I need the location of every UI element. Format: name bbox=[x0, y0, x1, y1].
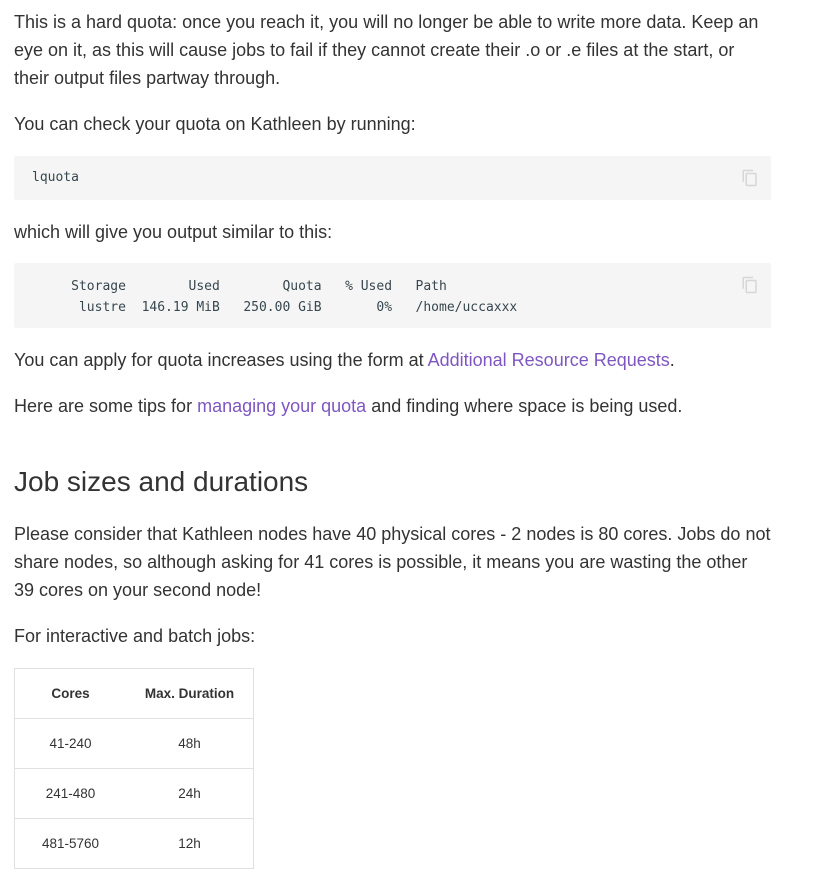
job-duration-table bbox=[14, 668, 254, 869]
table-header-cores: Cores bbox=[15, 669, 127, 719]
table-cell-cores: 41-240 bbox=[15, 719, 127, 769]
heading-job-sizes: Job sizes and durations bbox=[14, 466, 309, 497]
additional-resource-requests-link[interactable]: Additional Resource Requests bbox=[427, 350, 670, 370]
paragraph-apply-suffix: . bbox=[669, 350, 675, 370]
table-row bbox=[15, 769, 254, 819]
code-text-quota-output: Storage Used Quota % Used Path lustre 146.19 MiB 250.00 GiB 0% /home/uccaxxx bbox=[71, 279, 518, 315]
paragraph-interactive: For interactive and batch jobs: bbox=[14, 626, 256, 646]
table-row bbox=[15, 819, 254, 869]
paragraph-output: which will give you output similar to this: bbox=[14, 222, 333, 242]
code-block-lquota bbox=[14, 156, 771, 200]
table-header-row bbox=[15, 669, 254, 719]
paragraph-tips bbox=[14, 392, 682, 420]
table-cell-duration: 12h bbox=[126, 819, 254, 869]
table-row bbox=[15, 719, 254, 769]
paragraph-apply-prefix: You can apply for quota increases using the form at bbox=[14, 350, 428, 370]
paragraph-hard-quota: This is a hard quota: once you reach it, you will no longer be able to write more data. Keep an eye on it, as this will cause jobs to fail if they cannot create their .o or .e files at the start, or their output files partway through. bbox=[14, 12, 759, 88]
paragraph-tips-prefix: Here are some tips for bbox=[14, 396, 198, 416]
code-text-lquota: lquota bbox=[32, 170, 79, 185]
table-cell-cores: 241-480 bbox=[15, 769, 127, 819]
table-header-max-duration: Max. Duration bbox=[126, 669, 254, 719]
table-cell-duration: 24h bbox=[126, 769, 254, 819]
copy-icon[interactable] bbox=[741, 276, 759, 294]
paragraph-apply bbox=[14, 346, 675, 374]
table-cell-duration: 48h bbox=[126, 719, 254, 769]
paragraph-cores: Please consider that Kathleen nodes have 40 physical cores - 2 nodes is 80 cores. Jobs do not share nodes, so although asking for 41 cores is possible, it means you are wasting the other 39 cores on your second node! bbox=[14, 524, 771, 600]
paragraph-check-quota: You can check your quota on Kathleen by running: bbox=[14, 114, 416, 134]
managing-quota-link[interactable]: managing your quota bbox=[197, 396, 367, 416]
paragraph-tips-suffix: and finding where space is being used. bbox=[366, 396, 683, 416]
code-block-quota-output bbox=[14, 263, 771, 328]
table-cell-cores: 481-5760 bbox=[15, 819, 127, 869]
copy-icon[interactable] bbox=[741, 169, 759, 187]
